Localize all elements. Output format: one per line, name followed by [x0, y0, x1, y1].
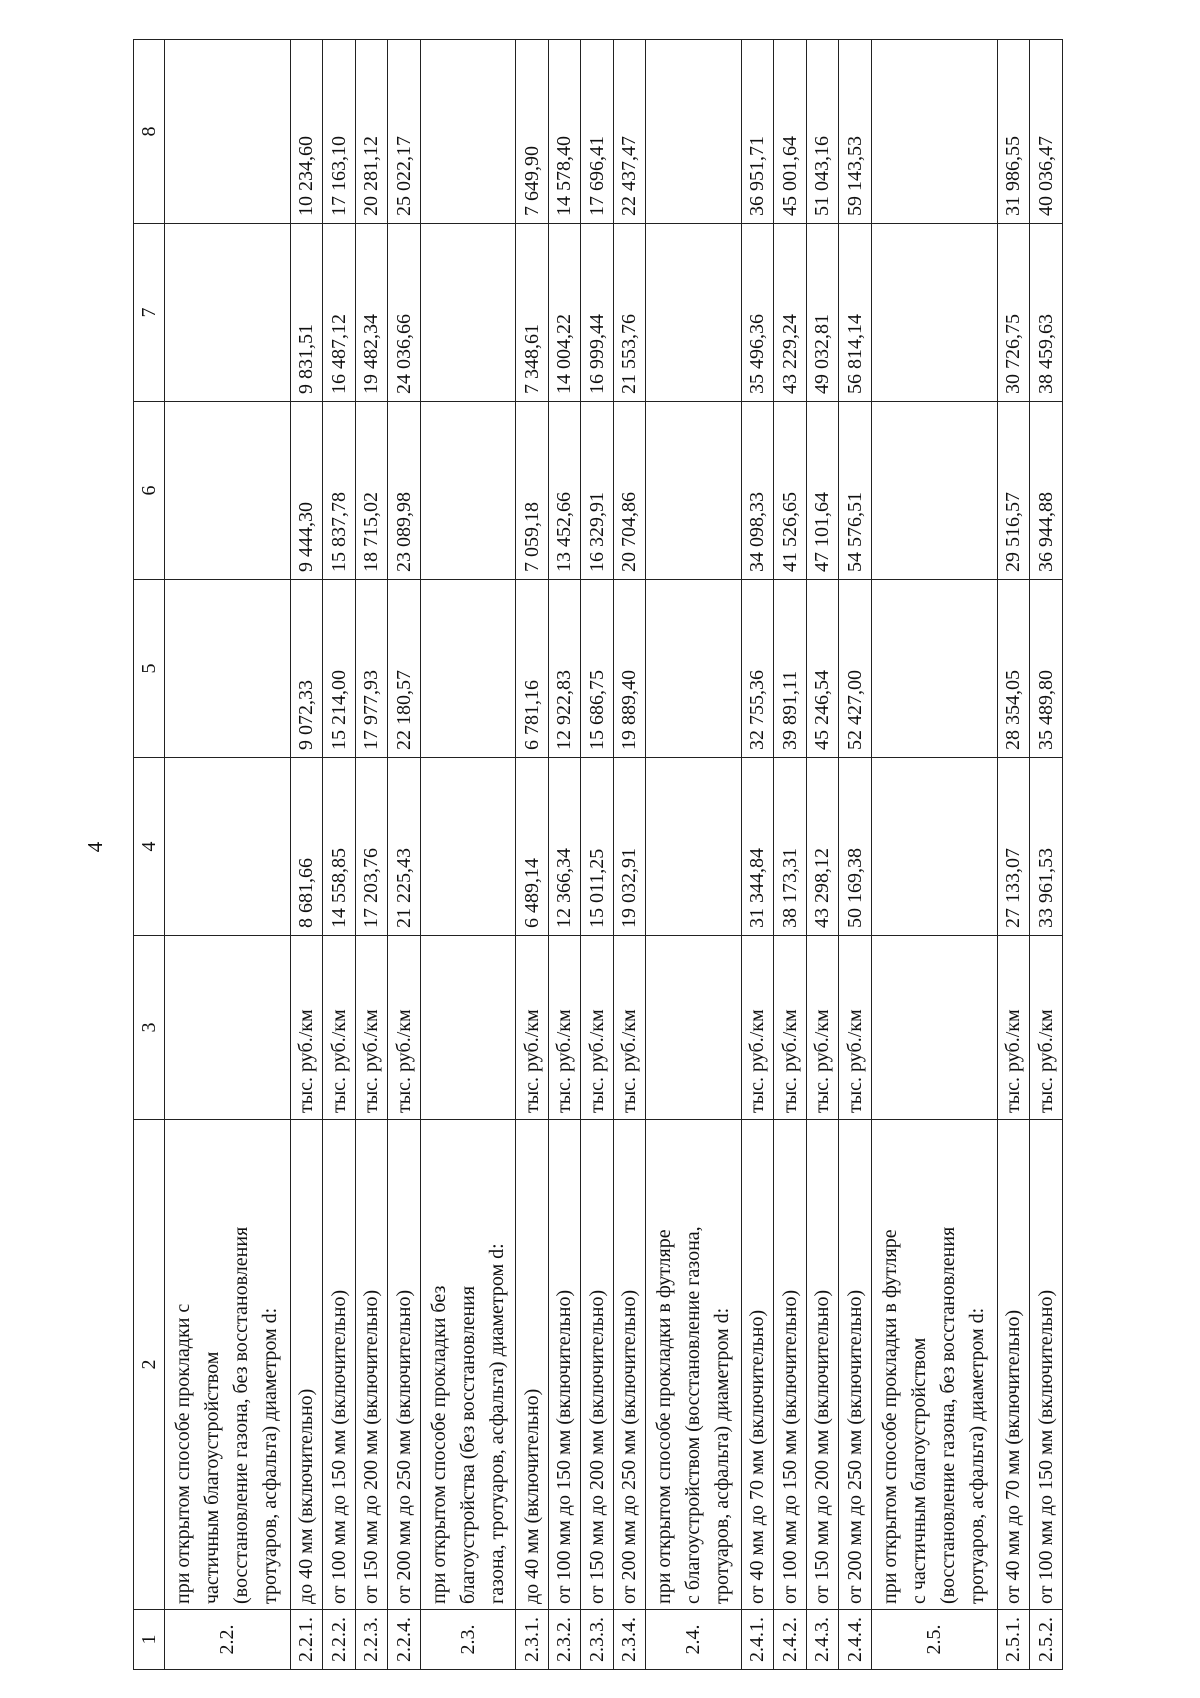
empty-cell [420, 224, 515, 402]
row-name: от 150 мм до 200 мм (включительно) [581, 1120, 614, 1610]
value-cell: 36 951,71 [741, 40, 774, 224]
value-cell: 35 489,80 [1030, 580, 1063, 758]
value-cell: 41 526,65 [774, 402, 807, 580]
table-row [548, 40, 581, 1670]
row-unit: тыс. руб./км [355, 936, 388, 1120]
value-cell: 14 578,40 [548, 40, 581, 224]
value-cell: 17 696,41 [581, 40, 614, 224]
value-cell: 15 837,78 [323, 402, 356, 580]
table-row [355, 40, 388, 1670]
value-cell: 8 681,66 [290, 758, 323, 936]
value-cell: 22 180,57 [388, 580, 421, 758]
row-unit: тыс. руб./км [388, 936, 421, 1120]
row-code: 2.3.4. [613, 1610, 646, 1670]
empty-cell [871, 402, 997, 580]
group-description [165, 1120, 291, 1610]
group-description-line: тротуаров, асфальта) диаметром d: [966, 1307, 989, 1604]
value-cell: 43 298,12 [806, 758, 839, 936]
value-cell: 43 229,24 [774, 224, 807, 402]
value-cell: 38 459,63 [1030, 224, 1063, 402]
row-unit: тыс. руб./км [774, 936, 807, 1120]
row-code: 2.3.1. [516, 1610, 549, 1670]
table-row [1030, 40, 1063, 1670]
value-cell: 35 496,36 [741, 224, 774, 402]
value-cell: 17 203,76 [355, 758, 388, 936]
row-code: 2.2.1. [290, 1610, 323, 1670]
value-cell: 6 781,16 [516, 580, 549, 758]
header-cell-4: 4 [134, 758, 165, 936]
group-description-line: с благоустройством (восстановление газона, [682, 1226, 705, 1604]
group-description-line: при открытом способе прокладки без [427, 1285, 450, 1604]
row-name: до 40 мм (включительно) [290, 1120, 323, 1610]
value-cell: 13 452,66 [548, 402, 581, 580]
row-code: 2.4.1. [741, 1610, 774, 1670]
group-description-line: газона, тротуаров, асфальта) диаметром d: [485, 1243, 508, 1604]
row-code: 2.4.4. [839, 1610, 872, 1670]
table-row [516, 40, 549, 1670]
header-cell-6: 6 [134, 402, 165, 580]
row-name: до 40 мм (включительно) [516, 1120, 549, 1610]
empty-cell [420, 580, 515, 758]
row-name: от 40 мм до 70 мм (включительно) [741, 1120, 774, 1610]
value-cell: 15 011,25 [581, 758, 614, 936]
row-code: 2.2.2. [323, 1610, 356, 1670]
group-description-line: с частичным благоустройством [908, 1337, 931, 1604]
group-description-line: тротуаров, асфальта) диаметром d: [711, 1307, 734, 1604]
empty-cell [165, 40, 291, 224]
value-cell: 38 173,31 [774, 758, 807, 936]
empty-cell [165, 224, 291, 402]
row-code: 2.2.4. [388, 1610, 421, 1670]
empty-cell [871, 224, 997, 402]
table-header [134, 40, 165, 1670]
row-name: от 200 мм до 250 мм (включительно) [613, 1120, 646, 1610]
value-cell: 49 032,81 [806, 224, 839, 402]
value-cell: 23 089,98 [388, 402, 421, 580]
empty-cell [165, 758, 291, 936]
value-cell: 7 649,90 [516, 40, 549, 224]
row-code: 2.5. [871, 1610, 997, 1670]
row-code: 2.4.2. [774, 1610, 807, 1670]
group-description-line: частичным благоустройством [201, 1351, 224, 1604]
value-cell: 45 001,64 [774, 40, 807, 224]
header-cell-1: 1 [134, 1610, 165, 1670]
row-unit: тыс. руб./км [997, 936, 1030, 1120]
value-cell: 10 234,60 [290, 40, 323, 224]
table-row [290, 40, 323, 1670]
value-cell: 30 726,75 [997, 224, 1030, 402]
value-cell: 29 516,57 [997, 402, 1030, 580]
row-code: 2.3.2. [548, 1610, 581, 1670]
value-cell: 12 366,34 [548, 758, 581, 936]
header-cell-8: 8 [134, 40, 165, 224]
table-row [581, 40, 614, 1670]
group-row [871, 40, 997, 1670]
table-row [997, 40, 1030, 1670]
table-row [839, 40, 872, 1670]
row-unit: тыс. руб./км [1030, 936, 1063, 1120]
value-cell: 21 553,76 [613, 224, 646, 402]
row-unit: тыс. руб./км [290, 936, 323, 1120]
value-cell: 52 427,00 [839, 580, 872, 758]
group-description-line: тротуаров, асфальта) диаметром d: [259, 1307, 282, 1604]
value-cell: 32 755,36 [741, 580, 774, 758]
value-cell: 28 354,05 [997, 580, 1030, 758]
row-unit: тыс. руб./км [839, 936, 872, 1120]
value-cell: 7 348,61 [516, 224, 549, 402]
value-cell: 14 004,22 [548, 224, 581, 402]
table-row [613, 40, 646, 1670]
value-cell: 50 169,38 [839, 758, 872, 936]
row-unit: тыс. руб./км [548, 936, 581, 1120]
header-cell-3: 3 [134, 936, 165, 1120]
value-cell: 39 891,11 [774, 580, 807, 758]
value-cell: 54 576,51 [839, 402, 872, 580]
value-cell: 45 246,54 [806, 580, 839, 758]
group-description-line: при открытом способе прокладки в футляре [653, 1229, 676, 1604]
empty-cell [646, 758, 741, 936]
value-cell: 9 072,33 [290, 580, 323, 758]
value-cell: 34 098,33 [741, 402, 774, 580]
empty-cell [165, 936, 291, 1120]
rotated-table-container [133, 40, 1063, 1670]
row-name: от 100 мм до 150 мм (включительно) [323, 1120, 356, 1610]
empty-cell [165, 402, 291, 580]
row-code: 2.2. [165, 1610, 291, 1670]
group-row [646, 40, 741, 1670]
table-row [741, 40, 774, 1670]
table-body [165, 40, 1063, 1670]
value-cell: 15 214,00 [323, 580, 356, 758]
value-cell: 20 704,86 [613, 402, 646, 580]
row-name: от 200 мм до 250 мм (включительно) [388, 1120, 421, 1610]
value-cell: 17 977,93 [355, 580, 388, 758]
value-cell: 16 487,12 [323, 224, 356, 402]
empty-cell [871, 40, 997, 224]
value-cell: 15 686,75 [581, 580, 614, 758]
row-unit: тыс. руб./км [323, 936, 356, 1120]
empty-cell [871, 936, 997, 1120]
row-code: 2.3. [420, 1610, 515, 1670]
value-cell: 12 922,83 [548, 580, 581, 758]
row-unit: тыс. руб./км [516, 936, 549, 1120]
row-name: от 100 мм до 150 мм (включительно) [1030, 1120, 1063, 1610]
header-row [134, 40, 165, 1670]
row-code: 2.4. [646, 1610, 741, 1670]
value-cell: 16 329,91 [581, 402, 614, 580]
row-unit: тыс. руб./км [613, 936, 646, 1120]
value-cell: 25 022,17 [388, 40, 421, 224]
row-name: от 40 мм до 70 мм (включительно) [997, 1120, 1030, 1610]
value-cell: 20 281,12 [355, 40, 388, 224]
row-name: от 100 мм до 150 мм (включительно) [548, 1120, 581, 1610]
empty-cell [871, 758, 997, 936]
value-cell: 7 059,18 [516, 402, 549, 580]
empty-cell [646, 224, 741, 402]
empty-cell [420, 402, 515, 580]
row-unit: тыс. руб./км [581, 936, 614, 1120]
value-cell: 14 558,85 [323, 758, 356, 936]
page-number: 4 [83, 841, 107, 853]
value-cell: 56 814,14 [839, 224, 872, 402]
empty-cell [646, 40, 741, 224]
empty-cell [646, 580, 741, 758]
value-cell: 59 143,53 [839, 40, 872, 224]
value-cell: 19 482,34 [355, 224, 388, 402]
group-row [420, 40, 515, 1670]
group-row [165, 40, 291, 1670]
value-cell: 31 344,84 [741, 758, 774, 936]
empty-cell [420, 40, 515, 224]
table-row [774, 40, 807, 1670]
row-name: от 200 мм до 250 мм (включительно) [839, 1120, 872, 1610]
value-cell: 6 489,14 [516, 758, 549, 936]
group-description-line: при открытом способе прокладки с [172, 1303, 195, 1604]
row-name: от 100 мм до 150 мм (включительно) [774, 1120, 807, 1610]
empty-cell [871, 580, 997, 758]
value-cell: 9 831,51 [290, 224, 323, 402]
value-cell: 16 999,44 [581, 224, 614, 402]
value-cell: 18 715,02 [355, 402, 388, 580]
row-code: 2.3.3. [581, 1610, 614, 1670]
empty-cell [165, 580, 291, 758]
value-cell: 27 133,07 [997, 758, 1030, 936]
value-cell: 47 101,64 [806, 402, 839, 580]
table-row [806, 40, 839, 1670]
group-description-line: при открытом способе прокладки в футляре [879, 1229, 902, 1604]
value-cell: 19 032,91 [613, 758, 646, 936]
group-description [646, 1120, 741, 1610]
row-unit: тыс. руб./км [806, 936, 839, 1120]
empty-cell [646, 402, 741, 580]
row-name: от 150 мм до 200 мм (включительно) [355, 1120, 388, 1610]
value-cell: 33 961,53 [1030, 758, 1063, 936]
value-cell: 31 986,55 [997, 40, 1030, 224]
value-cell: 36 944,88 [1030, 402, 1063, 580]
value-cell: 40 036,47 [1030, 40, 1063, 224]
table-row [388, 40, 421, 1670]
tariff-table [133, 39, 1063, 1670]
value-cell: 19 889,40 [613, 580, 646, 758]
value-cell: 9 444,30 [290, 402, 323, 580]
row-code: 2.2.3. [355, 1610, 388, 1670]
row-code: 2.5.1. [997, 1610, 1030, 1670]
header-cell-5: 5 [134, 580, 165, 758]
row-code: 2.4.3. [806, 1610, 839, 1670]
value-cell: 21 225,43 [388, 758, 421, 936]
row-unit: тыс. руб./км [741, 936, 774, 1120]
row-name: от 150 мм до 200 мм (включительно) [806, 1120, 839, 1610]
group-description-line: (восстановление газона, без восстановления [937, 1226, 960, 1604]
empty-cell [646, 936, 741, 1120]
empty-cell [420, 936, 515, 1120]
group-description-line: благоустройства (без восстановления [456, 1285, 479, 1604]
value-cell: 51 043,16 [806, 40, 839, 224]
value-cell: 24 036,66 [388, 224, 421, 402]
empty-cell [420, 758, 515, 936]
value-cell: 17 163,10 [323, 40, 356, 224]
header-cell-2: 2 [134, 1120, 165, 1610]
row-code: 2.5.2. [1030, 1610, 1063, 1670]
group-description [420, 1120, 515, 1610]
value-cell: 22 437,47 [613, 40, 646, 224]
table-row [323, 40, 356, 1670]
group-description [871, 1120, 997, 1610]
header-cell-7: 7 [134, 224, 165, 402]
group-description-line: (восстановление газона, без восстановления [230, 1226, 253, 1604]
